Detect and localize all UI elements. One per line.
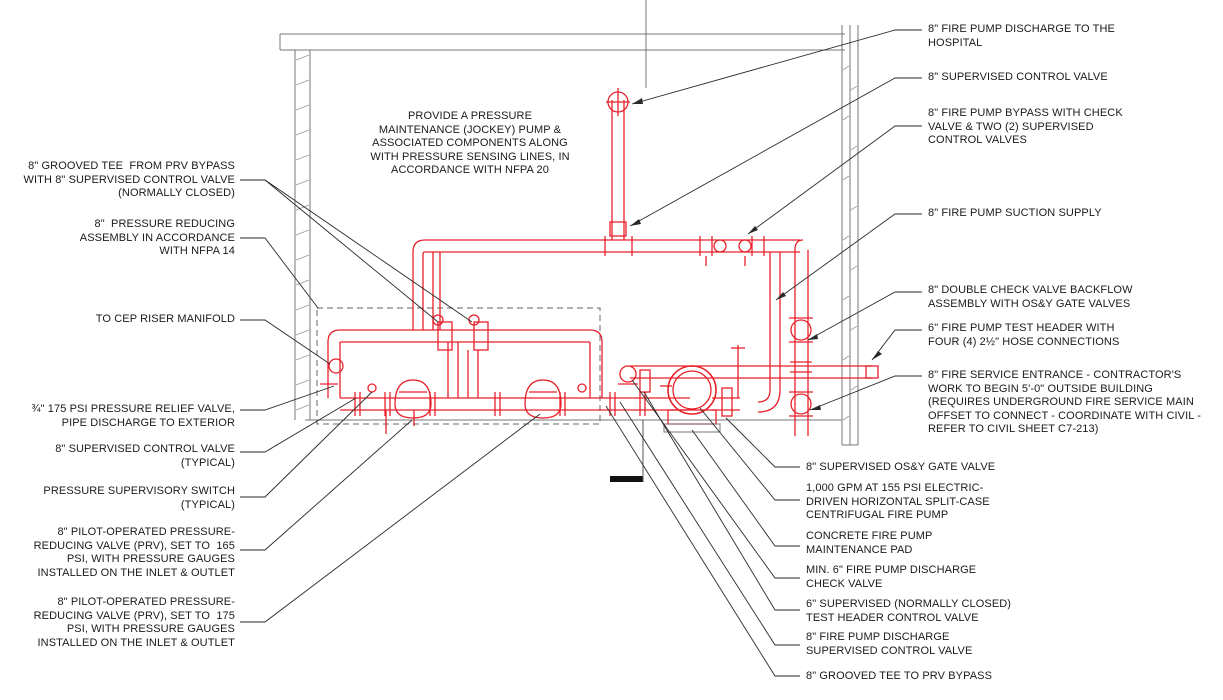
label-pressure-relief-valve: ¾" 175 PSI PRESSURE RELIEF VALVE, PIPE DISCHARGE TO EXTERIOR <box>31 403 235 429</box>
label-prv-165-psi: 8" PILOT-OPERATED PRESSURE- REDUCING VALVE (PRV), SET TO 165 PSI, WITH PRESSURE GAUGES INSTALLED ON THE INLET & OUTLET <box>33 526 235 579</box>
label-supervised-osy-gate-valve: 8" SUPERVISED OS&Y GATE VALVE <box>806 461 996 473</box>
arrowheads <box>630 98 882 410</box>
concrete-pad <box>664 424 720 432</box>
label-double-check-backflow: 8" DOUBLE CHECK VALVE BACKFLOW ASSEMBLY WITH OS&Y GATE VALVES <box>928 284 1133 310</box>
label-test-header-control-valve: 6" SUPERVISED (NORMALLY CLOSED) TEST HEADER CONTROL VALVE <box>806 598 1012 624</box>
label-supervised-control-valve-typical: 8" SUPERVISED CONTROL VALVE (TYPICAL) <box>55 443 235 469</box>
label-discharge-supervised-control-valve: 8" FIRE PUMP DISCHARGE SUPERVISED CONTROL VALVE <box>806 631 973 657</box>
label-grooved-tee-prv-bypass: 8" GROOVED TEE FROM PRV BYPASS WITH 8" SUPERVISED CONTROL VALVE (NORMALLY CLOSED) <box>23 160 235 199</box>
label-to-cep-riser-manifold: TO CEP RISER MANIFOLD <box>95 313 235 325</box>
label-fire-pump-test-header: 6" FIRE PUMP TEST HEADER WITH FOUR (4) 2½" HOSE CONNECTIONS <box>928 322 1120 348</box>
label-fire-pump-bypass: 8" FIRE PUMP BYPASS WITH CHECK VALVE & TWO (2) SUPERVISED CONTROL VALVES <box>928 107 1123 146</box>
label-supervised-control-valve-riser: 8" SUPERVISED CONTROL VALVE <box>928 71 1108 83</box>
label-fire-service-entrance: 8" FIRE SERVICE ENTRANCE - CONTRACTOR'S WORK TO BEGIN 5'-0" OUTSIDE BUILDING (REQUIRES UNDERGROUND FIRE SERVICE MAIN OFFSET TO CONNECT - COORDINATE WITH CIVIL - REFER TO CIVIL SHEET C7-213) <box>928 369 1201 435</box>
section-marker <box>610 476 643 482</box>
label-fire-pump-description: 1,000 GPM AT 155 PSI ELECTRIC- DRIVEN HORIZONTAL SPLIT-CASE CENTRIFUGAL FIRE PUMP <box>806 482 990 521</box>
label-prv-175-psi: 8" PILOT-OPERATED PRESSURE- REDUCING VALVE (PRV), SET TO 175 PSI, WITH PRESSURE GAUGES INSTALLED ON THE INLET & OUTLET <box>33 596 235 649</box>
label-grooved-tee-to-prv-bypass: 8" GROOVED TEE TO PRV BYPASS <box>806 670 993 682</box>
label-concrete-pad: CONCRETE FIRE PUMP MAINTENANCE PAD <box>806 530 933 556</box>
jockey-pump-note: PROVIDE A PRESSURE MAINTENANCE (JOCKEY) PUMP & ASSOCIATED COMPONENTS ALONG WITH PRESSURE SENSING LINES, IN ACCORDANCE WITH NFPA 20 <box>370 110 570 176</box>
label-pressure-reducing-assembly: 8" PRESSURE REDUCING ASSEMBLY IN ACCORDANCE WITH NFPA 14 <box>79 218 235 257</box>
label-discharge-check-valve: MIN. 6" FIRE PUMP DISCHARGE CHECK VALVE <box>806 564 977 590</box>
label-fire-pump-suction-supply: 8" FIRE PUMP SUCTION SUPPLY <box>928 207 1102 219</box>
label-pressure-supervisory-switch: PRESSURE SUPERVISORY SWITCH (TYPICAL) <box>43 485 235 511</box>
label-fire-pump-discharge-to-hospital: 8" FIRE PUMP DISCHARGE TO THE HOSPITAL <box>928 23 1115 49</box>
